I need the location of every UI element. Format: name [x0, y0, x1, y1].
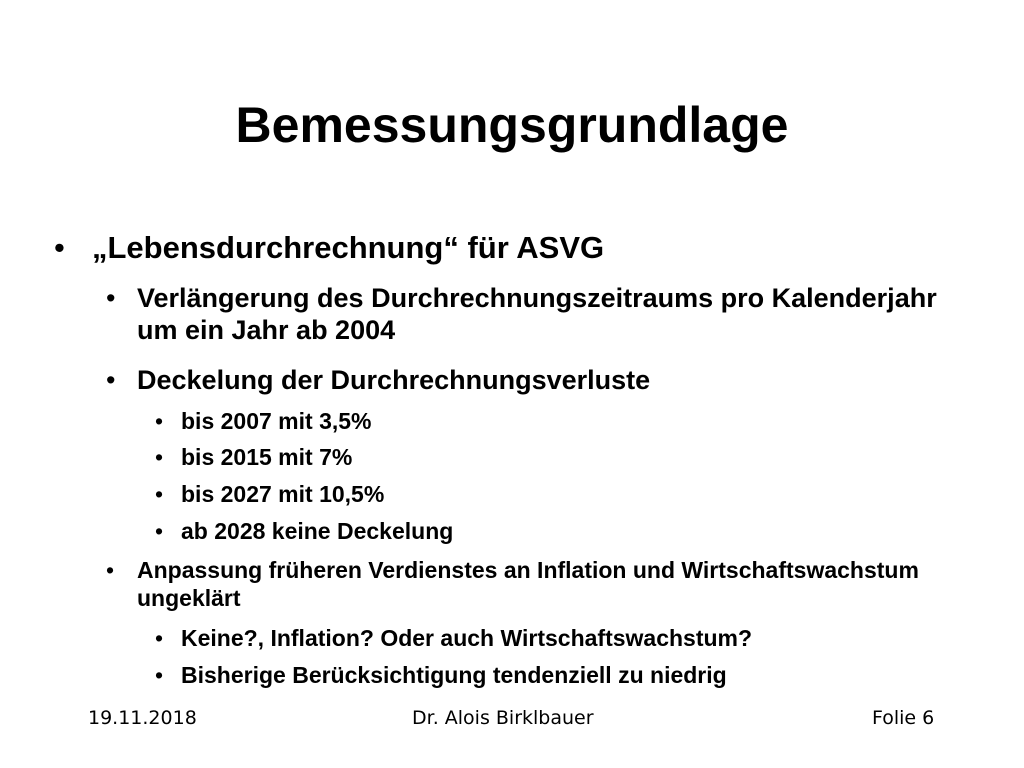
bullet-dot-icon: • [155, 444, 164, 470]
bullet-text: Verlängerung des Durchrechnungszeitraums pro Kalenderjahr um ein Jahr ab 2004 [137, 283, 937, 345]
bullet-text: Deckelung der Durchrechnungsverluste [137, 365, 651, 395]
bullet-deckelung [106, 364, 957, 396]
footer-author: Dr. Alois Birklbauer [412, 707, 594, 729]
footer-date: 19.11.2018 [88, 707, 197, 729]
bullet-bis-2015 [155, 443, 961, 471]
bullet-lebensdurchrechnung [54, 230, 992, 266]
bullet-bisherige [155, 661, 981, 689]
bullet-text: bis 2007 mit 3,5% [181, 408, 372, 434]
bullet-dot-icon: • [155, 408, 164, 434]
bullet-verlaengerung [106, 282, 957, 346]
bullet-dot-icon: • [54, 230, 65, 265]
bullet-keine-inflation [155, 624, 981, 652]
bullet-dot-icon: • [106, 557, 115, 583]
slide-title: Bemessungsgrundlage [235, 97, 789, 153]
bullet-bis-2007 [155, 407, 961, 435]
footer-slide-number: Folie 6 [872, 707, 935, 729]
bullet-dot-icon: • [106, 283, 116, 313]
bullet-text: bis 2027 mit 10,5% [181, 481, 385, 507]
bullet-anpassung [106, 556, 957, 612]
bullet-text: Bisherige Berücksichtigung tendenziell zu niedrig [181, 662, 727, 688]
bullet-dot-icon: • [155, 518, 164, 544]
bullet-dot-icon: • [155, 625, 164, 651]
bullet-dot-icon: • [106, 365, 116, 395]
bullet-dot-icon: • [155, 662, 164, 688]
bullet-text: ab 2028 keine Deckelung [181, 518, 454, 544]
bullet-text: „Lebensdurchrechnung“ für ASVG [92, 230, 605, 265]
bullet-bis-2027 [155, 480, 961, 508]
bullet-ab-2028 [155, 517, 961, 545]
bullet-dot-icon: • [155, 481, 164, 507]
bullet-text: Keine?, Inflation? Oder auch Wirtschaftswachstum? [181, 625, 753, 651]
bullet-text: bis 2015 mit 7% [181, 444, 353, 470]
bullet-text: Anpassung früheren Verdienstes an Inflation und Wirtschaftswachstum ungeklärt [137, 557, 919, 611]
